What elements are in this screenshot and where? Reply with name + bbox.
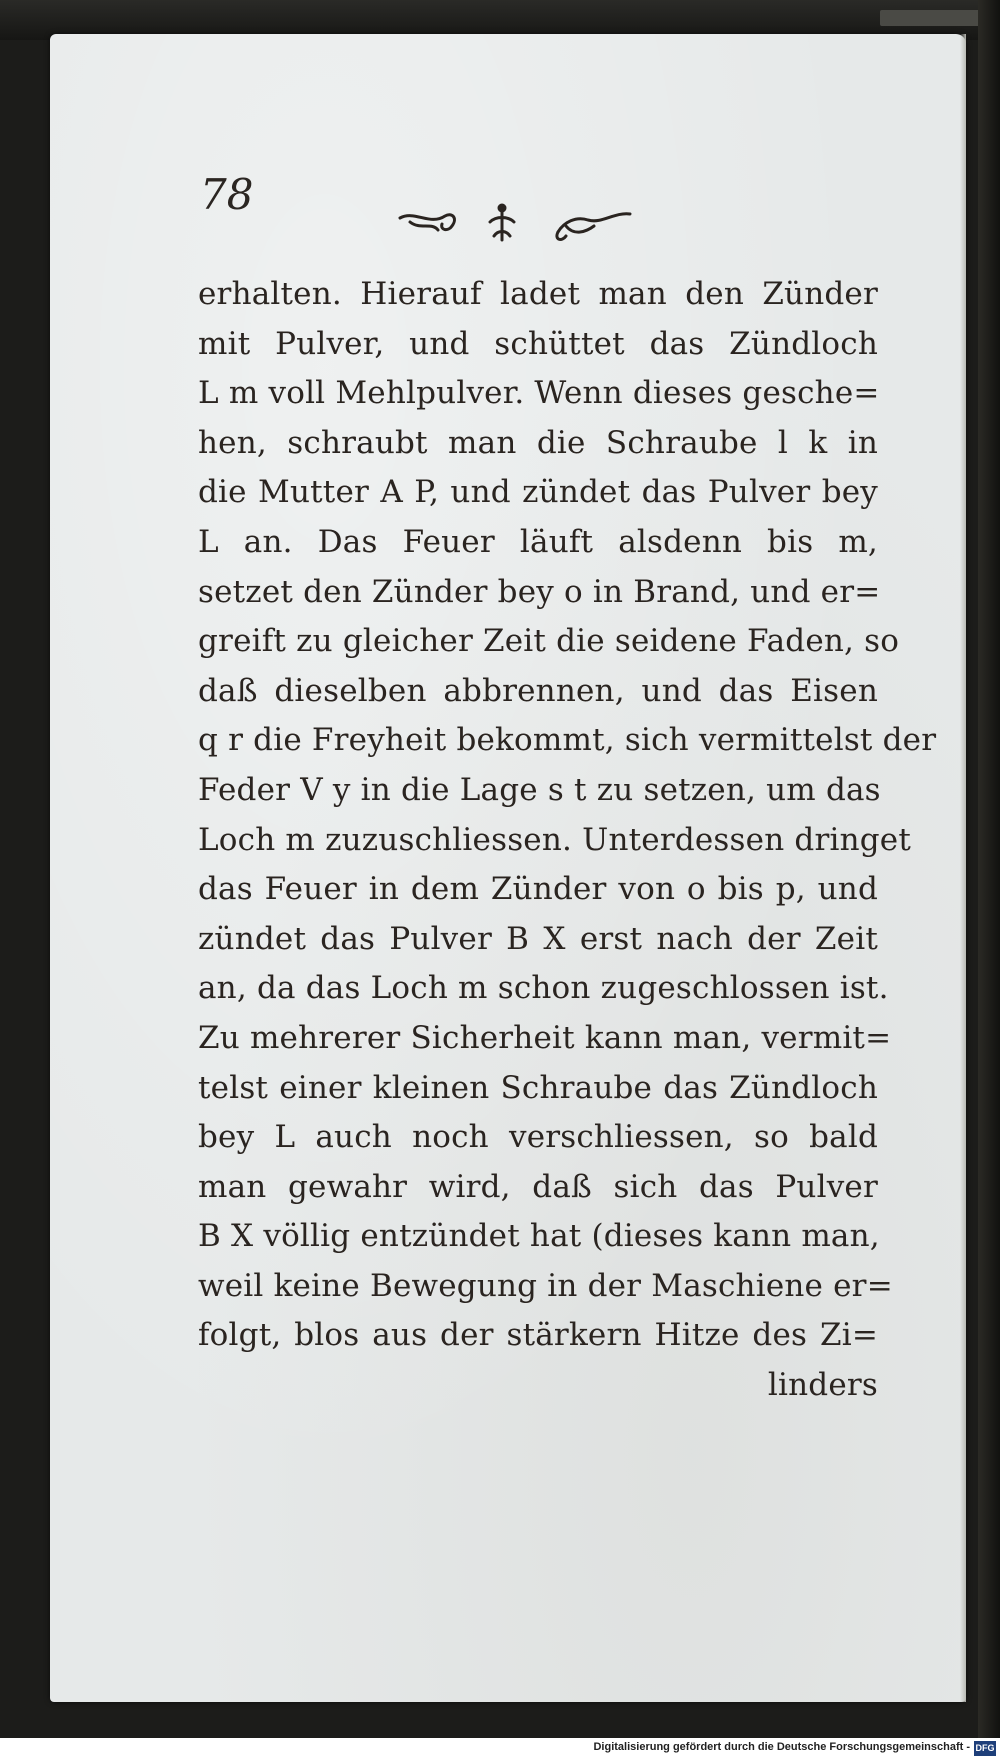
text-line: weil keine Bewegung in der Maschiene er=	[198, 1267, 893, 1304]
credit-text: Digitalisierung gefördert durch die Deutsche Forschungsgemeinschaft -	[593, 1741, 970, 1753]
text-line: erhalten. Hierauf ladet man den Zünder	[198, 276, 878, 312]
text-line: q r die Freyheit bekommt, sich vermittelst der	[198, 722, 937, 759]
body-text	[198, 270, 937, 1411]
text-line: L an. Das Feuer läuft alsdenn bis m,	[198, 523, 878, 560]
text-line: telst einer kleinen Schraube das Zündloch	[198, 1069, 878, 1106]
catchword: linders	[767, 1367, 878, 1404]
page-edge	[960, 34, 966, 1702]
text-line: die Mutter A P, und zündet das Pulver bey	[198, 474, 878, 511]
text-line: mit Pulver, und schüttet das Zündloch	[198, 325, 878, 362]
text-line: folgt, blos aus der stärkern Hitze des Zi=	[198, 1317, 878, 1354]
text-line: B X völlig entzündet hat (dieses kann man,	[198, 1218, 880, 1255]
text-line: man gewahr wird, daß sich das Pulver	[198, 1168, 878, 1205]
header-ornament	[390, 196, 690, 256]
text-line: daß dieselben abbrennen, und das Eisen	[198, 672, 878, 709]
text-line: an, da das Loch m schon zugeschlossen ist.	[198, 970, 889, 1007]
text-line: bey L auch noch verschliessen, so bald	[198, 1119, 878, 1156]
text-line: Loch m zuzuschliessen. Unterdessen dringet	[198, 821, 911, 858]
text-line: das Feuer in dem Zünder von o bis p, und	[198, 871, 878, 908]
text-line: setzet den Zünder bey o in Brand, und er=	[198, 573, 881, 610]
text-line: zündet das Pulver B X erst nach der Zeit	[198, 920, 878, 957]
text-line: greift zu gleicher Zeit die seidene Faden, so	[198, 623, 900, 660]
page-number: 78	[200, 170, 254, 219]
text-line: Feder V y in die Lage s t zu setzen, um das	[198, 771, 881, 808]
dfg-logo: DFG	[974, 1741, 996, 1756]
digitization-credit-bar	[0, 1738, 1000, 1760]
text-line: L m voll Mehlpulver. Wenn dieses gesche=	[198, 375, 880, 412]
book-binding-right	[978, 0, 1000, 1760]
text-line: Zu mehrerer Sicherheit kann man, vermit=	[198, 1019, 892, 1056]
text-line: hen, schraubt man die Schraube l k in	[198, 424, 878, 461]
